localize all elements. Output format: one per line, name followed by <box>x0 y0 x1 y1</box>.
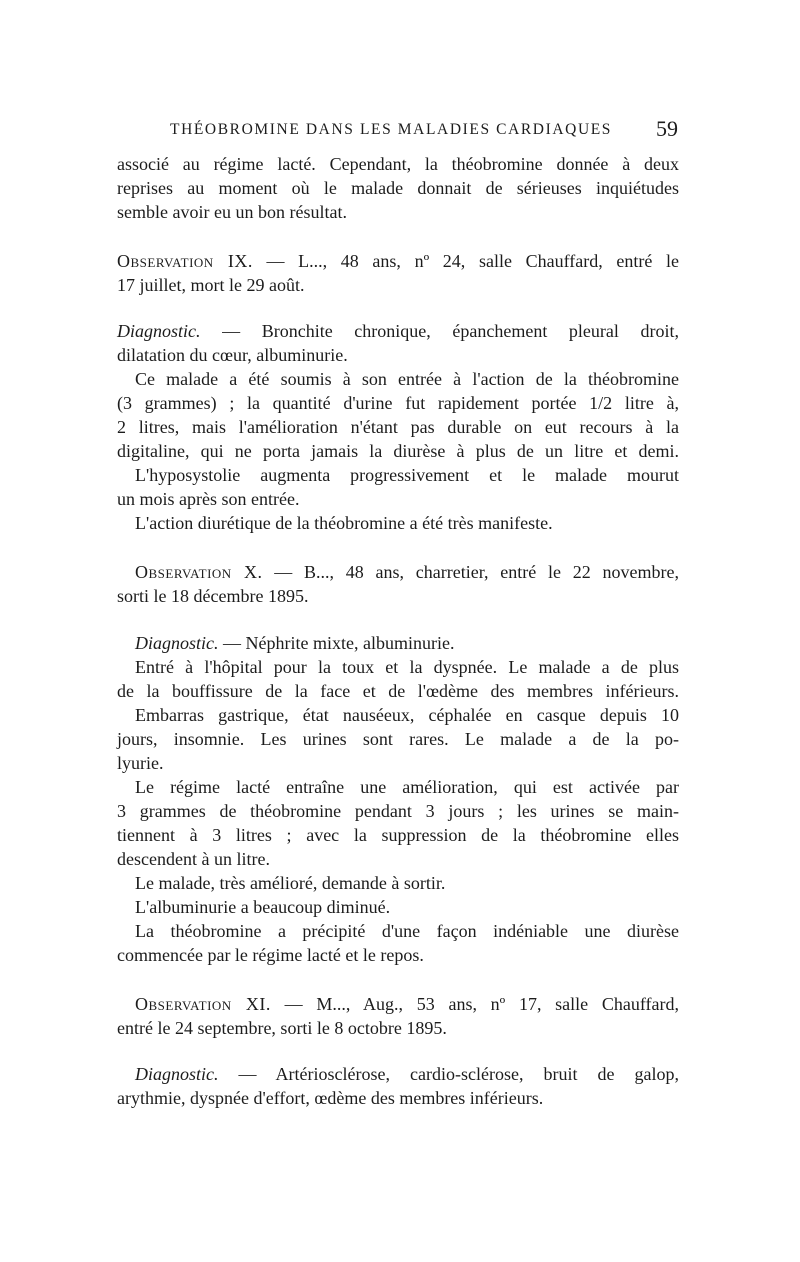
line-text: — Bronchite chronique, épanchement pleural droit, <box>200 321 679 341</box>
line-text: L'albuminurie a beaucoup diminué. <box>135 897 391 917</box>
text-line <box>117 201 679 223</box>
text-line <box>117 274 679 296</box>
diagnostic-label: Diagnostic. <box>135 633 219 653</box>
text-line <box>117 585 679 607</box>
line-text: L'hyposystolie augmenta progressivement et le malade mourut <box>135 465 679 485</box>
line-text: dilatation du cœur, albuminurie. <box>117 345 348 365</box>
text-line <box>117 464 679 486</box>
text-line <box>117 440 679 462</box>
diagnostic-label: Diagnostic. <box>135 1064 219 1084</box>
line-text: — M..., Aug., 53 ans, nº 17, salle Chauffard, <box>270 994 680 1014</box>
running-title: THÉOBROMINE DANS LES MALADIES CARDIAQUES <box>170 121 613 138</box>
text-line <box>117 153 679 175</box>
observation-heading: Observation X. <box>135 562 263 582</box>
line-text: — Néphrite mixte, albuminurie. <box>218 633 455 653</box>
text-line <box>117 944 679 966</box>
line-text: Le régime lacté entraîne une amélioration, qui est activée par <box>135 777 679 797</box>
line-text: (3 grammes) ; la quantité d'urine fut rapidement portée 1/2 litre à, <box>117 393 679 413</box>
line-text: descendent à un litre. <box>117 849 270 869</box>
line-text: associé au régime lacté. Cependant, la théobromine donnée à deux <box>117 154 679 174</box>
text-line <box>117 1063 679 1085</box>
observation-heading: Observation XI. <box>135 994 271 1014</box>
line-text: digitaline, qui ne porta jamais la diurèse à plus de un litre et demi. <box>117 441 679 461</box>
text-line <box>117 368 679 390</box>
text-line <box>117 656 679 678</box>
text-line <box>117 488 679 510</box>
line-text: — B..., 48 ans, charretier, entré le 22 novembre, <box>262 562 679 582</box>
text-line <box>117 344 679 366</box>
text-line <box>117 993 679 1015</box>
text-line <box>117 1017 679 1039</box>
text-line <box>117 416 679 438</box>
line-text: 2 litres, mais l'amélioration n'étant pas durable on eut recours à la <box>117 417 679 437</box>
line-text: L'action diurétique de la théobromine a été très manifeste. <box>135 513 553 533</box>
text-line <box>117 704 679 726</box>
line-text: un mois après son entrée. <box>117 489 300 509</box>
text-line <box>117 512 679 534</box>
line-text: Embarras gastrique, état nauséeux, céphalée en casque depuis 10 <box>135 705 679 725</box>
line-text: — L..., 48 ans, nº 24, salle Chauffard, entré le <box>252 251 679 271</box>
line-text: reprises au moment où le malade donnait de sérieuses inquiétudes <box>117 178 679 198</box>
text-line <box>117 177 679 199</box>
text-line <box>117 752 679 774</box>
text-line <box>117 250 679 272</box>
text-line <box>117 776 679 798</box>
text-line <box>117 872 679 894</box>
text-line <box>117 320 679 342</box>
line-text: de la bouffissure de la face et de l'œdème des membres inférieurs. <box>117 681 679 701</box>
text-line <box>117 920 679 942</box>
text-line <box>117 392 679 414</box>
line-text: Le malade, très amélioré, demande à sortir. <box>135 873 446 893</box>
text-line <box>117 561 679 583</box>
text-line <box>117 680 679 702</box>
line-text: lyurie. <box>117 753 164 773</box>
line-text: commencée par le régime lacté et le repos. <box>117 945 424 965</box>
text-line <box>117 1087 679 1109</box>
text-line <box>117 632 679 654</box>
page-number: 59 <box>656 116 678 141</box>
line-text: entré le 24 septembre, sorti le 8 octobre 1895. <box>117 1018 447 1038</box>
observation-heading: Observation IX. <box>117 251 253 271</box>
line-text: 17 juillet, mort le 29 août. <box>117 275 305 295</box>
line-text: Ce malade a été soumis à son entrée à l'action de la théobromine <box>135 369 679 389</box>
text-line <box>117 896 679 918</box>
text-line <box>117 824 679 846</box>
line-text: sorti le 18 décembre 1895. <box>117 586 309 606</box>
line-text: semble avoir eu un bon résultat. <box>117 202 347 222</box>
line-text: 3 grammes de théobromine pendant 3 jours ; les urines se main- <box>117 801 679 821</box>
line-text: tiennent à 3 litres ; avec la suppression de la théobromine elles <box>117 825 679 845</box>
text-line <box>117 848 679 870</box>
line-text: Entré à l'hôpital pour la toux et la dyspnée. Le malade a de plus <box>135 657 679 677</box>
line-text: jours, insomnie. Les urines sont rares. Le malade a de la po- <box>117 729 679 749</box>
line-text: — Artériosclérose, cardio-sclérose, bruit de galop, <box>218 1064 679 1084</box>
line-text: arythmie, dyspnée d'effort, œdème des membres inférieurs. <box>117 1088 544 1108</box>
text-line <box>117 728 679 750</box>
line-text: La théobromine a précipité d'une façon indéniable une diurèse <box>135 921 679 941</box>
diagnostic-label: Diagnostic. <box>117 321 201 341</box>
text-line <box>117 800 679 822</box>
